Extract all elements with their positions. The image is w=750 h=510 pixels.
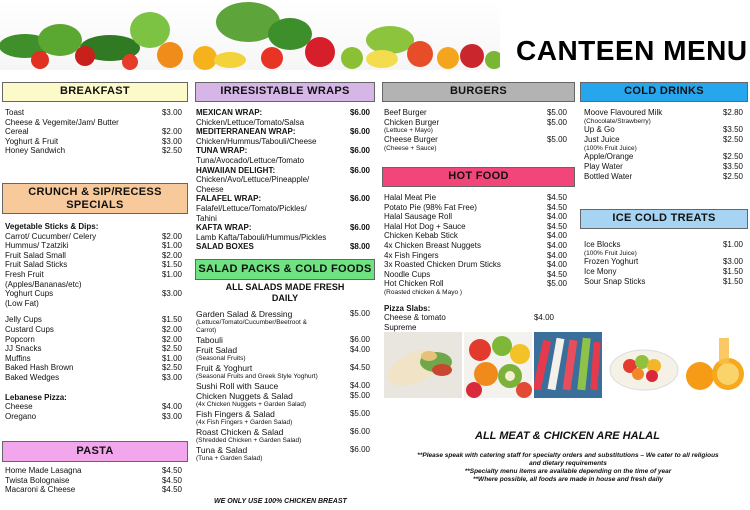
pasta-header: PASTA (2, 441, 188, 462)
menu-item: Home Made Lasagna $4.50 (5, 466, 182, 475)
fruit-bowl-photo (604, 332, 684, 398)
menu-item: Popcorn $2.00 (5, 334, 182, 344)
menu-item: TUNA WRAP: $6.00 (196, 146, 370, 156)
item-description: Chicken/Hummus/Tabouli/Cheese (196, 136, 317, 146)
menu-item: Fruit Salad $4.00 (196, 344, 370, 355)
fruit-salad-photo (464, 332, 532, 398)
menu-item: Fish Fingers & Salad $5.00 (196, 409, 370, 420)
menu-item: Beef Burger $5.00 (384, 108, 567, 117)
menu-item: Apple/Orange $2.50 (584, 152, 743, 162)
menu-item: Tuna & Salad $6.00 (196, 445, 370, 456)
wraps-header: IRRESISTABLE WRAPS (195, 82, 375, 102)
menu-item: Ice Mony $1.50 (584, 266, 743, 276)
item-description: (Tuna + Garden Salad) (196, 455, 263, 463)
menu-item: Cereal $2.00 (5, 127, 182, 137)
item-description: (Shredded Chicken + Garden Salad) (196, 437, 302, 445)
menu-item: Moove Flavoured Milk $2.80 (584, 108, 743, 117)
menu-item: Hummus/ Tzatziki $1.00 (5, 241, 182, 251)
menu-item: Garden Salad & Dressing $5.00 (196, 309, 370, 319)
burgers-header: BURGERS (382, 82, 575, 102)
item-description: (Roasted chicken & Mayo ) (384, 288, 463, 296)
menu-item: Hot Chicken Roll $5.00 (384, 279, 567, 289)
menu-item: MEDITERRANEAN WRAP: $6.00 (196, 127, 370, 137)
item-description: (Cheese + Sauce) (384, 144, 437, 152)
crunch-sip-list (5, 222, 182, 421)
menu-item: FALAFEL WRAP: $6.00 (196, 194, 370, 204)
section-subtitle: Vegetable Sticks & Dips: (5, 222, 99, 231)
item-description: (100% Fruit Juice) (584, 144, 637, 152)
note-line: and dietary requirements (529, 460, 607, 468)
note-line: **Please speak with catering staff for specialty orders and substitutions – We cater to all religious (417, 452, 719, 459)
menu-item: Honey Sandwich $2.50 (5, 146, 182, 156)
item-description: Tahini (196, 213, 217, 223)
item-description: Carrot) (196, 326, 217, 334)
menu-item: Twista Bolognaise $4.50 (5, 475, 182, 485)
menu-item: Cheese & tomato $4.00 (384, 313, 554, 323)
menu-item: HAWAIIAN DELIGHT: $6.00 (196, 165, 370, 175)
note-line: DAILY (271, 293, 299, 304)
menu-item: Baked Wedges $3.00 (5, 372, 182, 382)
fruit-skewers-photo (534, 332, 602, 398)
crunch-sip-header: CRUNCH & SIP/RECESS SPECIALS (2, 183, 188, 214)
item-description: (Chocolate/Strawberry) (584, 117, 651, 125)
menu-item: Yoghurt & Fruit $3.00 (5, 136, 182, 146)
menu-item: Roast Chicken & Salad $6.00 (196, 427, 370, 438)
note-line: ALL SALADS MADE FRESH (225, 282, 345, 292)
item-description: Chicken/Avo/Lettuce/Pineapple/ (196, 175, 310, 185)
ice-cold-treats-list (584, 240, 743, 286)
oranges-photo (686, 332, 750, 398)
hot-food-list (384, 193, 567, 333)
halal-notice: ALL MEAT & CHICKEN ARE HALAL (475, 430, 660, 442)
menu-item: Muffins $1.00 (5, 353, 182, 363)
menu-item: Chicken Kebab Stick $4.00 (384, 231, 567, 241)
fruit-vegetable-banner (0, 0, 500, 70)
section-subtitle: Pizza Slabs: (384, 303, 431, 313)
item-description: (Lettuce + Mayo) (384, 127, 433, 135)
menu-item: Cheese & Vegemite/Jam/ Butter (5, 117, 119, 127)
item-description: (Seasonal Fruits and Greek Style Yoghurt) (196, 373, 318, 381)
menu-item: Tabouli $6.00 (196, 334, 370, 345)
menu-item: Jelly Cups $1.50 (5, 315, 182, 325)
menu-item: Chicken Nuggets & Salad $5.00 (196, 391, 370, 402)
breakfast-header: BREAKFAST (2, 82, 188, 102)
hot-food-header: HOT FOOD (382, 167, 575, 187)
menu-item: Baked Hash Brown $2.50 (5, 363, 182, 373)
menu-item: Fruit Salad Small $2.00 (5, 250, 182, 260)
menu-item: 4x Chicken Breast Nuggets $4.00 (384, 240, 567, 250)
menu-item: Yoghurt Cups $3.00 (5, 289, 182, 299)
salad-list (196, 309, 370, 463)
note-line: **Where possible, all foods are made in house and fresh daily (473, 476, 663, 484)
menu-item: Just Juice $2.50 (584, 134, 743, 144)
page-title: CANTEEN MENU (516, 35, 748, 66)
menu-item: JJ Snacks $2.50 (5, 344, 182, 354)
wrap-photo (384, 332, 462, 398)
menu-item: Play Water $3.50 (584, 161, 743, 171)
menu-item: Fresh Fruit $1.00 (5, 269, 182, 279)
cold-drinks-list (584, 108, 743, 181)
menu-item: Ice Blocks $1.00 (584, 240, 743, 249)
item-description: Tuna/Avocado/Lettuce/Tomato (196, 155, 305, 165)
wraps-list (196, 108, 370, 252)
menu-item: Halal Meat Pie $4.50 (384, 193, 567, 202)
menu-item: Potato Pie (98% Fat Free) $4.50 (384, 202, 567, 212)
salad-fresh-note (195, 282, 375, 305)
menu-item: Toast $3.00 (5, 108, 182, 117)
menu-item: MEXICAN WRAP: $6.00 (196, 108, 370, 117)
menu-item: Frozen Yoghurt $3.00 (584, 257, 743, 267)
menu-item: Fruit Salad Sticks $1.50 (5, 260, 182, 270)
menu-item: Sushi Roll with Sauce $4.00 (196, 380, 370, 391)
menu-item: Chicken Burger $5.00 (384, 117, 567, 127)
menu-item: Noodle Cups $4.50 (384, 269, 567, 279)
menu-item: Custard Cups $2.00 (5, 324, 182, 334)
menu-item: Bottled Water $2.50 (584, 171, 743, 181)
menu-item: Sour Snap Sticks $1.50 (584, 276, 743, 286)
ice-cold-treats-header: ICE COLD TREATS (580, 209, 748, 229)
item-description: Falafel/Lettuce/Tomato/Pickles/ (196, 203, 307, 213)
menu-item: Halal Hot Dog + Sauce $4.50 (384, 221, 567, 231)
menu-item: Halal Sausage Roll $4.00 (384, 212, 567, 222)
section-subtitle: Lebanese Pizza: (5, 392, 67, 402)
item-description: (Seasonal Fruits) (196, 355, 246, 363)
menu-item: Macaroni & Cheese $4.50 (5, 485, 182, 495)
menu-item: 3x Roasted Chicken Drum Sticks $4.00 (384, 260, 567, 270)
item-description: (Lettuce/Tomato/Cucumber/Beetroot & (196, 319, 307, 327)
burgers-list (384, 108, 567, 152)
note-line: **Specialty menu items are available depending on the time of year (464, 468, 672, 476)
chicken-breast-note: WE ONLY USE 100% CHICKEN BREAST (214, 498, 347, 505)
breakfast-list (5, 108, 182, 156)
salad-packs-header: SALAD PACKS & COLD FOODS (195, 259, 375, 280)
item-description: Lamb Kafta/Tabouli/Hummus/Pickles (196, 232, 327, 242)
menu-item: Fruit & Yoghurt $4.50 (196, 362, 370, 373)
cold-drinks-header: COLD DRINKS (580, 82, 748, 102)
menu-item: Cheese Burger $5.00 (384, 134, 567, 144)
menu-item: KAFTA WRAP: $6.00 (196, 223, 370, 233)
menu-item: Supreme (384, 322, 417, 332)
menu-item: Cheese $4.00 (5, 402, 182, 412)
item-description: Cheese (196, 184, 224, 194)
menu-item: (Apples/Bananas/etc) (5, 279, 82, 289)
menu-item: Up & Go $3.50 (584, 125, 743, 135)
item-description: (100% Fruit Juice) (584, 249, 637, 257)
item-description: Chicken/Lettuce/Tomato/Salsa (196, 117, 305, 127)
menu-item: (Low Fat) (5, 298, 39, 308)
menu-item: Oregano $3.00 (5, 411, 182, 421)
menu-item: SALAD BOXES $8.00 (196, 242, 370, 252)
menu-item: Carrot/ Cucumber/ Celery $2.00 (5, 231, 182, 241)
menu-item: 4x Fish Fingers $4.00 (384, 250, 567, 260)
item-description: (4x Fish Fingers + Garden Salad) (196, 419, 293, 427)
item-description: (4x Chicken Nuggets + Garden Salad) (196, 401, 307, 409)
catering-notes (392, 452, 744, 485)
pasta-list (5, 466, 182, 495)
